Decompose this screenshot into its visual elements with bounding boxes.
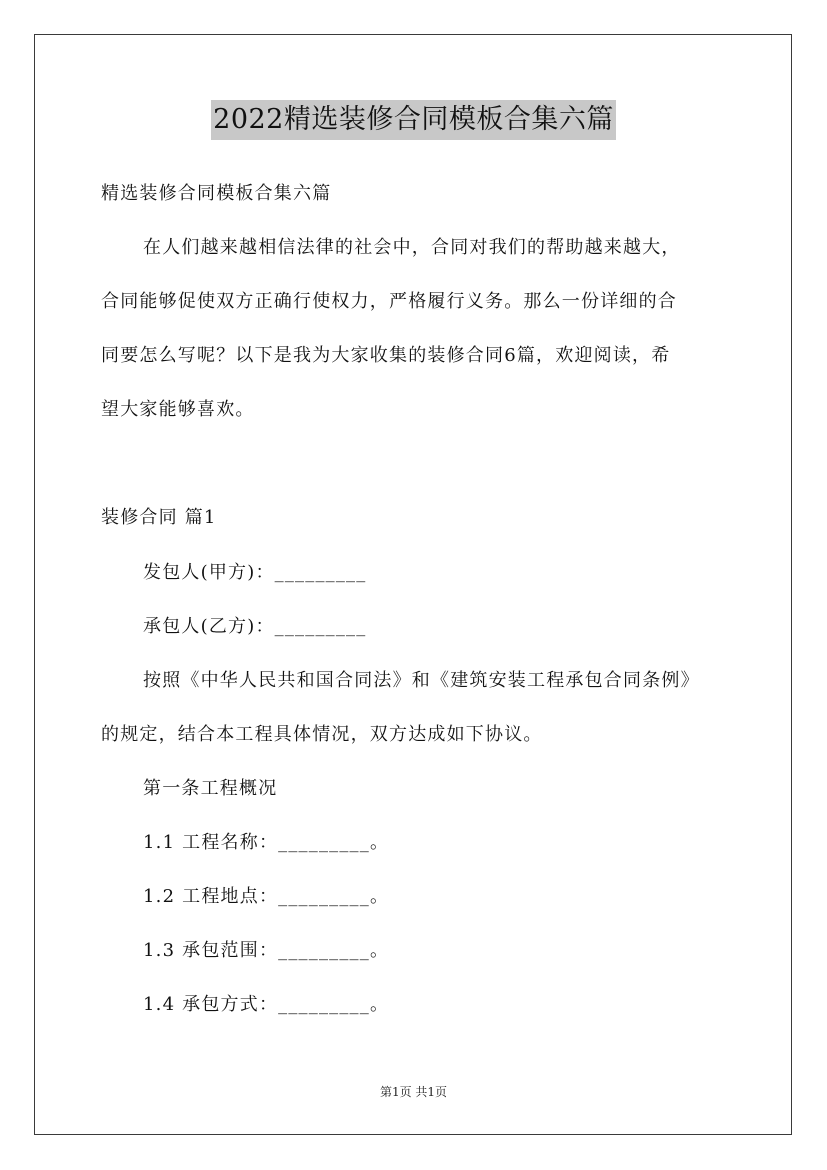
clause-1-4: 1.4 承包方式：_________。 xyxy=(143,994,390,1015)
page-footer: 第1页 共1页 xyxy=(379,1085,448,1099)
party-b-line: 承包人(乙方)：_________ xyxy=(143,616,367,637)
title-container xyxy=(0,100,827,140)
article-1-heading: 第一条工程概况 xyxy=(143,778,278,799)
party-a-line: 发包人(甲方)：_________ xyxy=(143,562,367,583)
basis-line-2: 的规定，结合本工程具体情况，双方达成如下协议。 xyxy=(101,724,543,745)
clause-1-3: 1.3 承包范围：_________。 xyxy=(143,940,390,961)
subtitle-line: 精选装修合同模板合集六篇 xyxy=(101,183,332,204)
intro-line-1: 在人们越来越相信法律的社会中，合同对我们的帮助越来越大， xyxy=(143,237,681,258)
clause-1-1: 1.1 工程名称：_________。 xyxy=(143,832,390,853)
intro-line-3: 同要怎么写呢？以下是我为大家收集的装修合同6篇，欢迎阅读，希 xyxy=(101,345,671,366)
section-heading: 装修合同 篇1 xyxy=(101,507,217,528)
clause-1-2: 1.2 工程地点：_________。 xyxy=(143,886,390,907)
intro-line-2: 合同能够促使双方正确行使权力，严格履行义务。那么一份详细的合 xyxy=(101,291,677,312)
document-title: 2022精选装修合同模板合集六篇 xyxy=(211,100,616,140)
intro-line-4: 望大家能够喜欢。 xyxy=(101,399,255,420)
basis-line-1: 按照《中华人民共和国合同法》和《建筑安装工程承包合同条例》 xyxy=(143,670,700,691)
